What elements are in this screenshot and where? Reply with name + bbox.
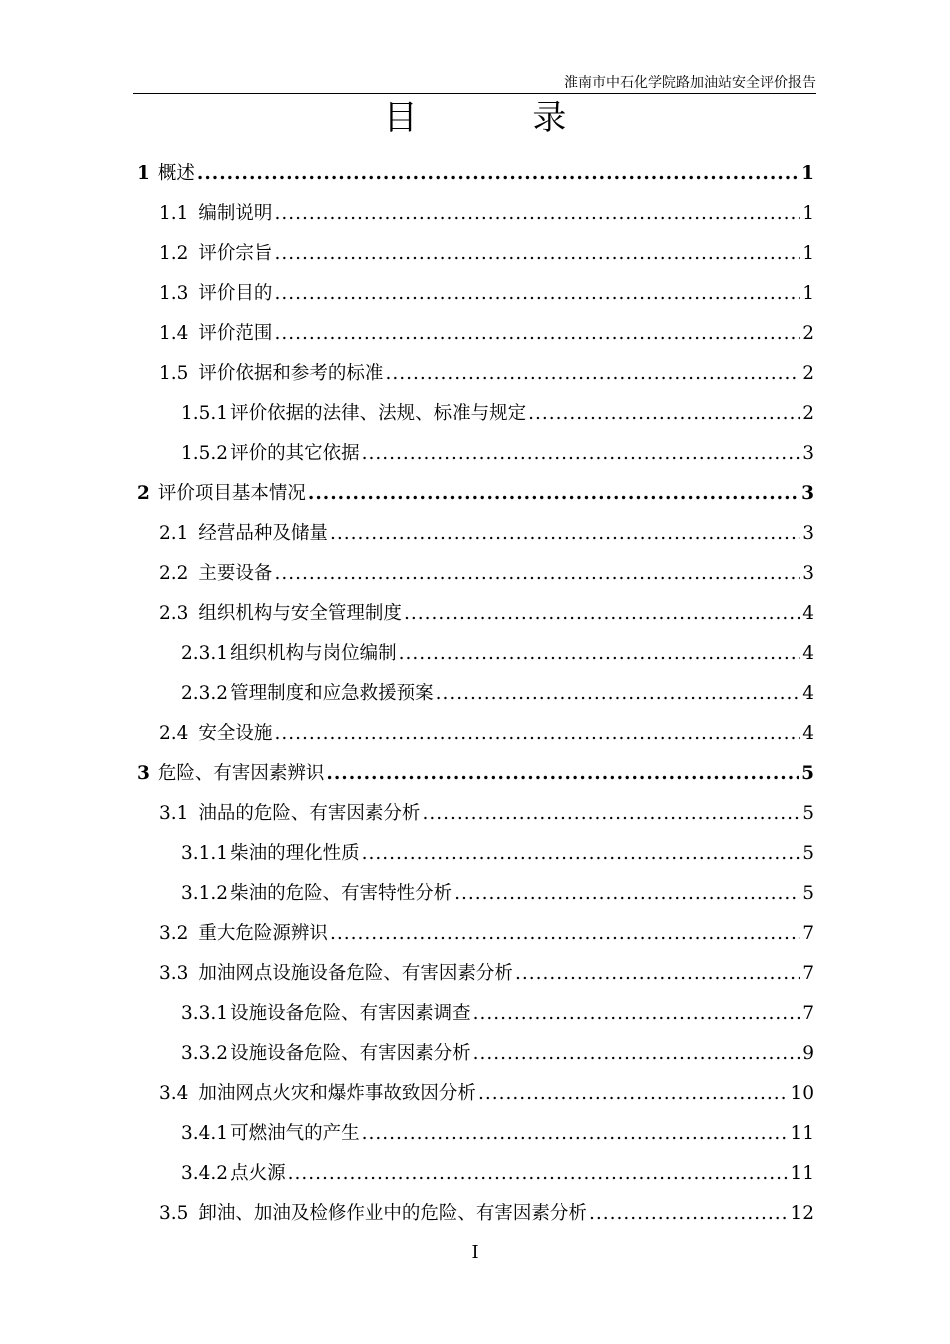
toc-dot-leader xyxy=(385,362,800,386)
toc-entry-label: 点火源 xyxy=(230,1163,286,1184)
toc-entry-number: 2.2 xyxy=(159,563,189,584)
toc-entry-number: 1.2 xyxy=(159,243,189,264)
toc-dot-leader xyxy=(274,562,800,586)
toc-entry-label: 危险、有害因素辨识 xyxy=(157,763,325,784)
toc-entry[interactable] xyxy=(0,1154,950,1194)
toc-entry-label: 重大危险源辨识 xyxy=(198,923,328,944)
toc-entry-label: 评价范围 xyxy=(198,323,273,344)
toc-dot-leader xyxy=(330,522,800,546)
toc-entry-label: 主要设备 xyxy=(198,563,273,584)
toc-dot-leader xyxy=(197,162,799,186)
toc-dot-leader xyxy=(473,1002,801,1026)
toc-dot-leader xyxy=(473,1042,801,1066)
toc-entry-number: 1.5.2 xyxy=(181,443,229,464)
toc-entry-page: 2 xyxy=(802,363,814,384)
toc-entry-number: 2.1 xyxy=(159,523,189,544)
toc-entry-number: 3.4 xyxy=(159,1083,189,1104)
toc-entry-number: 1.1 xyxy=(159,203,189,224)
toc-dot-leader xyxy=(274,322,800,346)
toc-entry[interactable] xyxy=(0,1114,950,1154)
running-header: 淮南市中石化学院路加油站安全评价报告 xyxy=(564,75,816,91)
toc-entry[interactable] xyxy=(0,914,950,954)
toc-entry-number: 1.5 xyxy=(159,363,189,384)
toc-entry-number: 1.4 xyxy=(159,323,189,344)
toc-entry[interactable] xyxy=(0,474,950,514)
toc-dot-leader xyxy=(308,482,799,506)
toc-entry-page: 1 xyxy=(802,203,814,224)
toc-entry-label: 卸油、加油及检修作业中的危险、有害因素分析 xyxy=(198,1203,587,1224)
toc-entry[interactable] xyxy=(0,834,950,874)
toc-entry[interactable] xyxy=(0,194,950,234)
toc-entry-number: 3.2 xyxy=(159,923,189,944)
toc-entry-label: 柴油的危险、有害特性分析 xyxy=(230,883,453,904)
toc-dot-leader xyxy=(274,722,800,746)
toc-entry-number: 3.3 xyxy=(159,963,189,984)
toc-entry-label: 评价依据的法律、法规、标准与规定 xyxy=(230,403,527,424)
toc-entry[interactable] xyxy=(0,234,950,274)
toc-dot-leader xyxy=(326,762,799,786)
toc-entry-page: 7 xyxy=(802,923,814,944)
header-rule xyxy=(133,93,816,94)
toc-entry-page: 5 xyxy=(802,803,814,824)
toc-entry[interactable] xyxy=(0,594,950,634)
toc-entry-number: 2.3.2 xyxy=(181,683,229,704)
toc-entry-label: 设施设备危险、有害因素调查 xyxy=(230,1003,471,1024)
toc-entry-label: 评价的其它依据 xyxy=(230,443,360,464)
toc-entry-number: 3.3.2 xyxy=(181,1043,229,1064)
toc-entry-number: 3.1.2 xyxy=(181,883,229,904)
toc-entry-label: 组织机构与安全管理制度 xyxy=(198,603,402,624)
toc-entry-label: 评价目的 xyxy=(198,283,273,304)
toc-entry-number: 2.4 xyxy=(159,723,189,744)
toc-title: 目 录 xyxy=(383,98,619,138)
toc-entry-page: 2 xyxy=(802,403,814,424)
toc-list xyxy=(0,154,950,1234)
toc-dot-leader xyxy=(515,962,800,986)
toc-entry[interactable] xyxy=(0,954,950,994)
toc-entry[interactable] xyxy=(0,714,950,754)
toc-entry-page: 4 xyxy=(802,723,814,744)
toc-entry-page: 11 xyxy=(790,1123,814,1144)
page-number: I xyxy=(471,1242,479,1263)
toc-entry[interactable] xyxy=(0,874,950,914)
toc-entry[interactable] xyxy=(0,634,950,674)
toc-entry-number: 1.5.1 xyxy=(181,403,229,424)
toc-dot-leader xyxy=(454,882,800,906)
toc-entry-label: 评价依据和参考的标准 xyxy=(198,363,384,384)
toc-dot-leader xyxy=(362,442,801,466)
toc-entry[interactable] xyxy=(0,754,950,794)
toc-dot-leader xyxy=(528,402,800,426)
toc-entry-label: 加油网点设施设备危险、有害因素分析 xyxy=(198,963,513,984)
toc-entry-page: 7 xyxy=(802,963,814,984)
toc-entry[interactable] xyxy=(0,394,950,434)
toc-entry-page: 4 xyxy=(802,603,814,624)
toc-entry-label: 评价宗旨 xyxy=(198,243,273,264)
toc-dot-leader xyxy=(274,282,800,306)
toc-entry[interactable] xyxy=(0,154,950,194)
toc-entry-label: 设施设备危险、有害因素分析 xyxy=(230,1043,471,1064)
toc-entry-number: 2.3 xyxy=(159,603,189,624)
toc-entry[interactable] xyxy=(0,554,950,594)
toc-entry-page: 12 xyxy=(790,1203,814,1224)
toc-dot-leader xyxy=(274,202,800,226)
toc-entry-label: 经营品种及储量 xyxy=(198,523,328,544)
toc-entry-label: 管理制度和应急救援预案 xyxy=(230,683,434,704)
toc-dot-leader xyxy=(362,842,801,866)
toc-dot-leader xyxy=(589,1202,789,1226)
toc-entry[interactable] xyxy=(0,1034,950,1074)
toc-entry-page: 9 xyxy=(802,1043,814,1064)
toc-entry-label: 编制说明 xyxy=(198,203,273,224)
toc-entry-page: 1 xyxy=(802,283,814,304)
toc-entry-page: 2 xyxy=(802,323,814,344)
toc-entry[interactable] xyxy=(0,1074,950,1114)
toc-entry-number: 3.4.2 xyxy=(181,1163,229,1184)
toc-entry-number: 1.3 xyxy=(159,283,189,304)
toc-entry-label: 柴油的理化性质 xyxy=(230,843,360,864)
toc-entry-page: 10 xyxy=(790,1083,814,1104)
toc-entry-number: 3.1.1 xyxy=(181,843,229,864)
toc-entry-page: 3 xyxy=(802,443,814,464)
toc-entry[interactable] xyxy=(0,514,950,554)
toc-entry-page: 7 xyxy=(802,1003,814,1024)
toc-dot-leader xyxy=(436,682,801,706)
toc-entry[interactable] xyxy=(0,354,950,394)
toc-entry-page: 3 xyxy=(802,563,814,584)
toc-dot-leader xyxy=(362,1122,789,1146)
toc-dot-leader xyxy=(274,242,800,266)
toc-entry[interactable] xyxy=(0,994,950,1034)
toc-entry-page: 5 xyxy=(801,763,814,784)
toc-entry-label: 加油网点火灾和爆炸事故致因分析 xyxy=(198,1083,476,1104)
toc-dot-leader xyxy=(399,642,801,666)
toc-entry-label: 组织机构与岗位编制 xyxy=(230,643,397,664)
toc-dot-leader xyxy=(288,1162,789,1186)
toc-entry[interactable] xyxy=(0,434,950,474)
toc-dot-leader xyxy=(330,922,800,946)
toc-entry-page: 3 xyxy=(802,523,814,544)
toc-dot-leader xyxy=(478,1082,789,1106)
toc-entry-page: 5 xyxy=(802,883,814,904)
toc-entry[interactable] xyxy=(0,674,950,714)
toc-entry-page: 1 xyxy=(802,243,814,264)
toc-entry[interactable] xyxy=(0,314,950,354)
toc-entry-label: 评价项目基本情况 xyxy=(157,483,306,504)
toc-dot-leader xyxy=(404,602,800,626)
toc-dot-leader xyxy=(422,802,800,826)
toc-entry-label: 安全设施 xyxy=(198,723,273,744)
toc-entry-page: 4 xyxy=(802,683,814,704)
toc-entry-number: 3.4.1 xyxy=(181,1123,229,1144)
toc-entry-label: 概述 xyxy=(157,163,195,184)
toc-entry-number: 1 xyxy=(137,163,150,184)
toc-entry[interactable] xyxy=(0,274,950,314)
toc-entry[interactable] xyxy=(0,794,950,834)
toc-entry-page: 11 xyxy=(790,1163,814,1184)
toc-entry-label: 油品的危险、有害因素分析 xyxy=(198,803,421,824)
toc-entry-number: 3.3.1 xyxy=(181,1003,229,1024)
toc-entry-page: 5 xyxy=(802,843,814,864)
toc-entry-number: 2.3.1 xyxy=(181,643,229,664)
toc-entry[interactable] xyxy=(0,1194,950,1234)
toc-entry-page: 1 xyxy=(801,163,814,184)
toc-entry-number: 2 xyxy=(137,483,150,504)
toc-entry-label: 可燃油气的产生 xyxy=(230,1123,360,1144)
toc-entry-page: 4 xyxy=(802,643,814,664)
toc-entry-number: 3.5 xyxy=(159,1203,189,1224)
toc-entry-number: 3.1 xyxy=(159,803,189,824)
toc-entry-number: 3 xyxy=(137,763,150,784)
toc-entry-page: 3 xyxy=(801,483,814,504)
